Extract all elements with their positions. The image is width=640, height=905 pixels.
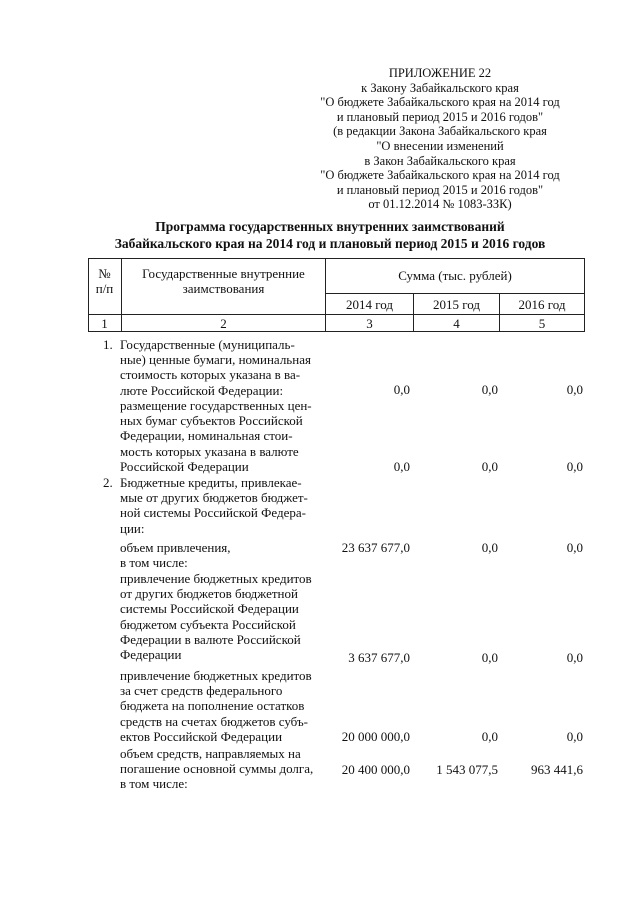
appendix-line: "О внесении изменений xyxy=(376,138,504,153)
value-2016: 0,0 xyxy=(566,729,583,744)
value-2016: 963 441,6 xyxy=(531,762,583,777)
appendix-line: "О бюджете Забайкальского края на 2014 год xyxy=(320,168,560,183)
appendix-line: ПРИЛОЖЕНИЕ 22 xyxy=(388,66,492,80)
value-2016: 0,0 xyxy=(566,650,583,665)
row-label: Бюджетные кредиты, привлекае- мые от других бюджетов бюджет- ной системы Российской Федера- ции: xyxy=(120,475,308,536)
value-2016: 0,0 xyxy=(566,382,583,397)
value-2015: 1 543 077,5 xyxy=(436,762,498,777)
row-index: 1. xyxy=(103,337,113,352)
col-number-3: 3 xyxy=(366,316,373,331)
border-bottom xyxy=(88,331,585,332)
appendix-line: к Закону Забайкальского края xyxy=(361,80,519,95)
header-year-2014: 2014 год xyxy=(346,297,393,312)
value-2015: 0,0 xyxy=(481,382,498,397)
title-line-2: Забайкальского края на 2014 год и плановый период 2015 и 2016 годов xyxy=(114,236,546,251)
value-2015: 0,0 xyxy=(481,650,498,665)
header-year-2015: 2015 год xyxy=(433,297,480,312)
title-line-1: Программа государственных внутренних заимствований xyxy=(155,219,505,234)
value-2014: 23 637 677,0 xyxy=(341,540,410,555)
row-label: объем средств, направляемых на погашение основной суммы долга, в том числе: xyxy=(120,746,314,792)
col-number-5: 5 xyxy=(538,316,546,331)
table-header xyxy=(88,258,585,332)
header-year-2016: 2016 год xyxy=(518,297,566,312)
appendix-line: от 01.12.2014 № 1083-ЗЗК) xyxy=(368,197,512,212)
header-sum: Сумма (тыс. рублей) xyxy=(398,268,512,283)
row-index: 2. xyxy=(103,475,113,490)
value-2014: 0,0 xyxy=(393,382,410,397)
row-label: привлечение бюджетных кредитов от других бюджетов бюджетной системы Российской Федерации бюджетом субъекта Российской Федерации в валюте Российской Федерации xyxy=(120,571,312,663)
divider-numbers-row xyxy=(88,314,585,315)
value-2014: 20 000 000,0 xyxy=(341,729,410,744)
border-right xyxy=(584,258,585,332)
row-label: Государственные (муниципаль- ные) ценные бумаги, номинальная стоимость которых указана в ва- люте Российской Федерации: xyxy=(120,337,311,398)
appendix-header xyxy=(300,66,580,212)
col-number-1: 1 xyxy=(101,316,108,331)
value-2016: 0,0 xyxy=(566,540,583,555)
document-title xyxy=(90,218,570,252)
header-number: № п/п xyxy=(95,266,114,296)
col-number-4: 4 xyxy=(453,316,460,331)
value-2016: 0,0 xyxy=(566,459,583,474)
col-number-2: 2 xyxy=(220,316,227,331)
appendix-line: в Закон Забайкальского края xyxy=(364,153,516,168)
value-2014: 3 637 677,0 xyxy=(348,650,410,665)
row-label: размещение государственных цен- ных бумаг субъектов Российской Федерации, номинальная стои- мость которых указана в валюте Российской Федерации xyxy=(120,398,312,474)
appendix-line: и плановый период 2015 и 2016 годов" xyxy=(336,109,544,124)
value-2015: 0,0 xyxy=(481,459,498,474)
value-2014: 20 400 000,0 xyxy=(341,762,410,777)
appendix-line: "О бюджете Забайкальского края на 2014 год xyxy=(320,95,560,110)
header-name: Государственные внутренние заимствования xyxy=(142,266,305,296)
divider-sum-row xyxy=(325,293,585,294)
appendix-line: и плановый период 2015 и 2016 годов" xyxy=(336,182,544,197)
value-2015: 0,0 xyxy=(481,540,498,555)
appendix-line: (в редакции Закона Забайкальского края xyxy=(333,124,547,139)
value-2015: 0,0 xyxy=(481,729,498,744)
value-2014: 0,0 xyxy=(393,459,410,474)
border-top xyxy=(88,258,585,259)
row-label: привлечение бюджетных кредитов за счет средств федерального бюджета на пополнение остатков средств на счетах бюджетов субъ- ектов Российской Федерации xyxy=(120,668,312,744)
row-label: объем привлечения, в том числе: xyxy=(120,540,231,571)
